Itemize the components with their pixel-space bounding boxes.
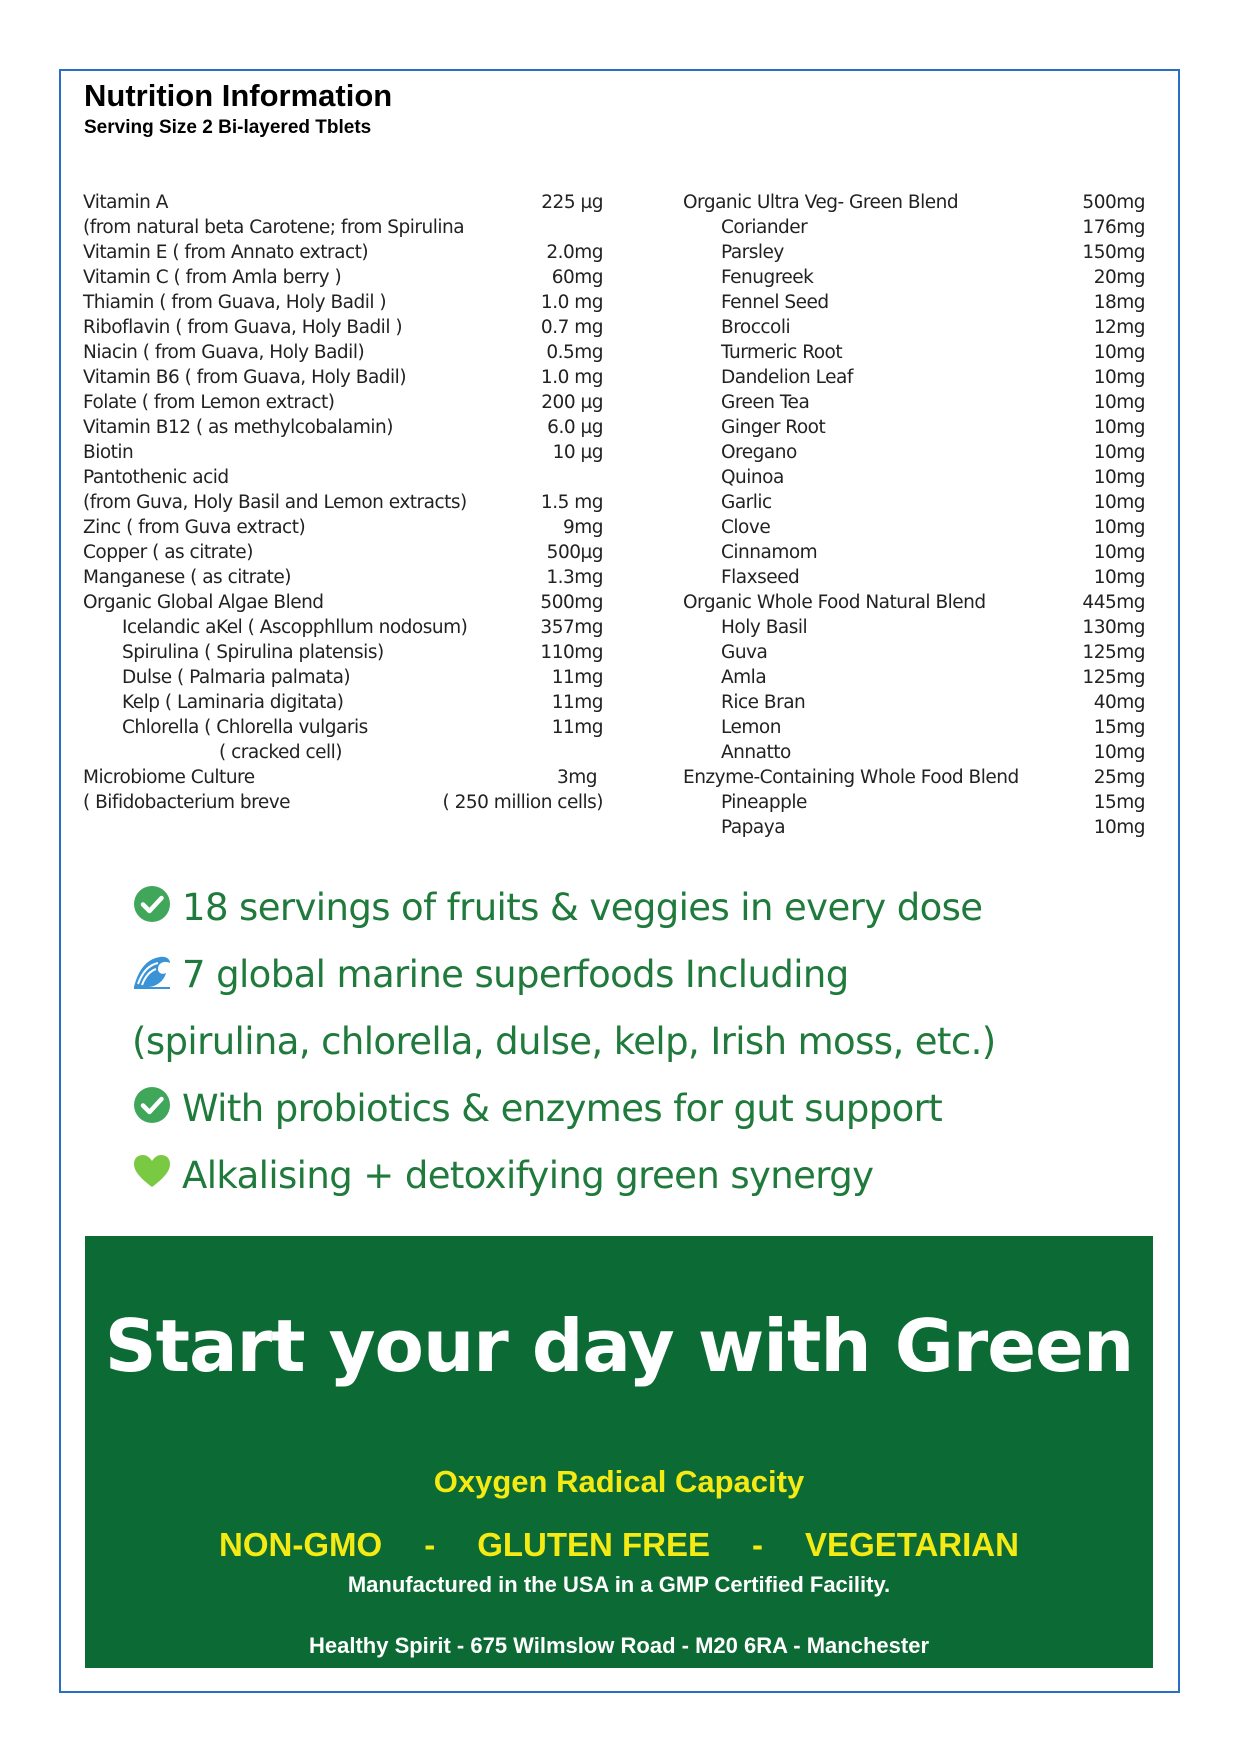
nutrient-row [83,390,603,415]
nutrient-name: Niacin ( from Guava, Holy Badil) [83,342,365,363]
nutrient-name: Zinc ( from Guva extract) [83,517,306,538]
nutrient-amount: 150mg [1082,242,1145,263]
nutrient-row [683,590,1145,615]
nutrient-row [83,490,603,515]
nutrient-row [683,615,1145,640]
benefit-marine [132,939,1132,1006]
nutrient-amount: 10mg [1093,542,1145,563]
nutrient-name: Vitamin C ( from Amla berry ) [83,267,342,288]
nutrient-name: Microbiome Culture [83,767,255,788]
nutrient-name: Vitamin B12 ( as methylcobalamin) [83,417,393,438]
nutrient-row [83,740,603,765]
benefit-gut [132,1073,1132,1140]
nutrient-name: (from natural beta Carotene; from Spirulina [83,217,465,238]
nutrient-name: Kelp ( Laminaria digitata) [122,692,344,713]
claim-gluten-free: GLUTEN FREE [477,1526,711,1563]
benefit-marine-list [132,1006,1132,1073]
nutrient-amount: 200 µg [541,392,603,413]
nutrient-amount: 10mg [1093,442,1145,463]
nutrient-row [683,440,1145,465]
nutrient-amount: 20mg [1093,267,1145,288]
nutrient-row [683,465,1145,490]
nutrient-amount: 3mg [556,767,597,788]
nutrient-row [683,490,1145,515]
nutrient-amount: 25mg [1093,767,1145,788]
nutrient-amount: 10mg [1093,517,1145,538]
banner-headline: Start your day with Green [104,1304,1134,1388]
nutrient-name: Quinoa [721,467,784,488]
nutrient-row [683,665,1145,690]
claim-non-gmo: NON-GMO [219,1526,383,1563]
nutrient-name: Oregano [721,442,797,463]
nutrient-name: Biotin [83,442,134,463]
nutrient-row [683,265,1145,290]
nutrient-name: Vitamin E ( from Annato extract) [83,242,369,263]
benefit-alkalising [132,1140,1132,1207]
nutrient-row [83,790,603,815]
nutrient-amount: 15mg [1093,792,1145,813]
nutrient-row [83,540,603,565]
nutrient-row [83,590,603,615]
nutrient-row [683,240,1145,265]
nutrient-name: ( Bifidobacterium breve [83,792,291,813]
nutrient-row [83,215,603,240]
green-heart-icon [132,1152,172,1192]
nutrient-name: Organic Global Algae Blend [83,592,324,613]
nutrient-row [683,315,1145,340]
nutrient-name: Fennel Seed [721,292,829,313]
wave-icon [132,951,172,991]
nutrient-amount: 10mg [1093,467,1145,488]
nutrient-amount: 15mg [1093,717,1145,738]
nutrient-name: Lemon [721,717,781,738]
nutrient-name: Guva [721,642,768,663]
nutrient-row [683,815,1145,840]
nutrient-amount: 10mg [1093,367,1145,388]
benefit-text: (spirulina, chlorella, dulse, kelp, Irish moss, etc.) [132,1020,996,1063]
nutrient-row [683,215,1145,240]
nutrient-row [683,740,1145,765]
orac-label: Oxygen Radical Capacity [433,1464,805,1499]
benefits-list [132,872,1132,1207]
nutrient-amount: 445mg [1082,592,1145,613]
nutrient-name: Papaya [721,817,786,838]
nutrient-name: Organic Whole Food Natural Blend [683,592,986,613]
nutrient-row [83,340,603,365]
green-banner [85,1236,1153,1668]
nutrient-row [83,665,603,690]
nutrient-name: Icelandic aKel ( Ascopphllum nodosum) [122,617,468,638]
nutrient-name: Flaxseed [721,567,800,588]
nutrient-amount: 176mg [1082,217,1145,238]
nutrient-amount: 6.0 µg [547,417,603,438]
nutrient-amount: 500mg [540,592,603,613]
nutrient-row [83,465,603,490]
benefit-servings [132,872,1132,939]
nutrient-amount: 110mg [540,642,603,663]
check-circle-icon [132,884,172,924]
nutrient-amount: 10mg [1093,342,1145,363]
check-circle-icon [132,1085,172,1125]
company-address: Healthy Spirit - 675 Wilmslow Road - M20 6RA - Manchester [308,1633,930,1658]
nutrient-row [683,190,1145,215]
nutrient-name: Annatto [721,742,791,763]
nutrient-name: ( cracked cell) [219,742,342,763]
nutrient-name: Vitamin B6 ( from Guava, Holy Badil) [83,367,407,388]
claim-separator: - [752,1526,764,1563]
nutrient-amount: 1.0 mg [540,367,603,388]
nutrient-row [83,640,603,665]
nutrient-name: Broccoli [721,317,791,338]
nutrient-row [83,265,603,290]
nutrient-amount: 1.3mg [546,567,603,588]
nutrient-name: Cinnamom [721,542,818,563]
nutrient-name: Fenugreek [721,267,814,288]
nutrient-row [83,440,603,465]
nutrient-amount: 0.5mg [546,342,603,363]
nutrient-row [83,565,603,590]
serving-size: Serving Size 2 Bi-layered Tblets [84,117,372,138]
nutrient-amount: 11mg [551,667,603,688]
nutrient-amount: 225 µg [541,192,603,213]
nutrient-row [683,640,1145,665]
nutrient-name: Garlic [721,492,772,513]
nutrient-row [683,790,1145,815]
nutrient-name: Manganese ( as citrate) [83,567,291,588]
nutrient-row [83,240,603,265]
claim-vegetarian: VEGETARIAN [805,1526,1019,1563]
nutrient-name: Folate ( from Lemon extract) [83,392,335,413]
nutrient-name: Parsley [721,242,784,263]
claim-separator: - [424,1526,436,1563]
benefit-text: With probiotics & enzymes for gut support [182,1087,943,1130]
nutrient-row [83,315,603,340]
nutrient-row [683,690,1145,715]
nutrient-amount: 40mg [1093,692,1145,713]
benefit-text: 18 servings of fruits & veggies in every dose [182,886,983,929]
benefit-text: 7 global marine superfoods Including [182,953,849,996]
benefit-text: Alkalising + detoxifying green synergy [182,1154,874,1197]
nutrient-amount: 10mg [1093,492,1145,513]
nutrient-name: Pineapple [721,792,807,813]
page-title: Nutrition Information [84,78,393,113]
nutrient-amount: 60mg [551,267,603,288]
nutrient-row [683,365,1145,390]
nutrient-amount: 10mg [1093,567,1145,588]
nutrient-amount: 18mg [1093,292,1145,313]
nutrient-amount: 125mg [1082,642,1145,663]
nutrient-row [83,290,603,315]
nutrient-name: Turmeric Root [721,342,843,363]
nutrient-row [683,290,1145,315]
nutrient-row [83,515,603,540]
nutrient-name: Rice Bran [721,692,806,713]
nutrient-amount: 125mg [1082,667,1145,688]
nutrient-amount: 130mg [1082,617,1145,638]
nutrient-amount: 0.7 mg [540,317,603,338]
nutrient-name: Amla [721,667,767,688]
nutrient-amount: 11mg [551,717,603,738]
nutrient-amount: 357mg [540,617,603,638]
manufactured-note: Manufactured in the USA in a GMP Certified Facility. [347,1572,891,1597]
nutrient-name: Green Tea [721,392,810,413]
nutrient-amount: 1.0 mg [540,292,603,313]
nutrient-name: (from Guva, Holy Basil and Lemon extracts) [83,492,467,513]
nutrient-column-right [683,190,1145,840]
nutrient-row [683,415,1145,440]
nutrient-name: Ginger Root [721,417,826,438]
nutrient-amount: 10mg [1093,742,1145,763]
nutrient-amount: ( 250 million cells) [442,792,603,813]
nutrient-amount: 500µg [546,542,603,563]
nutrient-row [83,365,603,390]
nutrient-amount: 10 µg [552,442,603,463]
nutrient-name: Clove [721,517,771,538]
nutrient-name: Holy Basil [721,617,808,638]
nutrient-row [83,615,603,640]
nutrient-amount: 1.5 mg [540,492,603,513]
nutrient-name: Vitamin A [83,192,168,213]
nutrient-amount: 2.0mg [546,242,603,263]
nutrient-amount: 9mg [562,517,603,538]
nutrient-row [683,565,1145,590]
nutrient-column-left [83,190,603,815]
nutrient-row [83,190,603,215]
nutrient-row [683,540,1145,565]
nutrient-name: Coriander [721,217,808,238]
nutrient-row [683,765,1145,790]
nutrient-row [683,715,1145,740]
nutrient-amount: 10mg [1093,817,1145,838]
nutrient-name: Copper ( as citrate) [83,542,253,563]
nutrient-name: Thiamin ( from Guava, Holy Badil ) [83,292,387,313]
nutrient-name: Chlorella ( Chlorella vulgaris [122,717,368,738]
nutrient-row [683,340,1145,365]
nutrient-row [83,715,603,740]
nutrient-name: Dulse ( Palmaria palmata) [122,667,351,688]
nutrient-row [83,415,603,440]
claims-row [85,1526,1153,1564]
nutrient-amount: 11mg [551,692,603,713]
nutrient-amount: 12mg [1093,317,1145,338]
nutrient-name: Pantothenic acid [83,467,229,488]
nutrient-row [83,765,603,790]
nutrient-name: Organic Ultra Veg- Green Blend [683,192,959,213]
nutrient-amount: 500mg [1082,192,1145,213]
nutrient-amount: 10mg [1093,417,1145,438]
nutrient-row [683,390,1145,415]
nutrient-name: Enzyme-Containing Whole Food Blend [683,767,1019,788]
nutrient-name: Dandelion Leaf [721,367,853,388]
nutrient-row [83,690,603,715]
nutrient-name: Riboflavin ( from Guava, Holy Badil ) [83,317,403,338]
nutrient-amount: 10mg [1093,392,1145,413]
nutrient-row [683,515,1145,540]
nutrient-name: Spirulina ( Spirulina platensis) [122,642,384,663]
